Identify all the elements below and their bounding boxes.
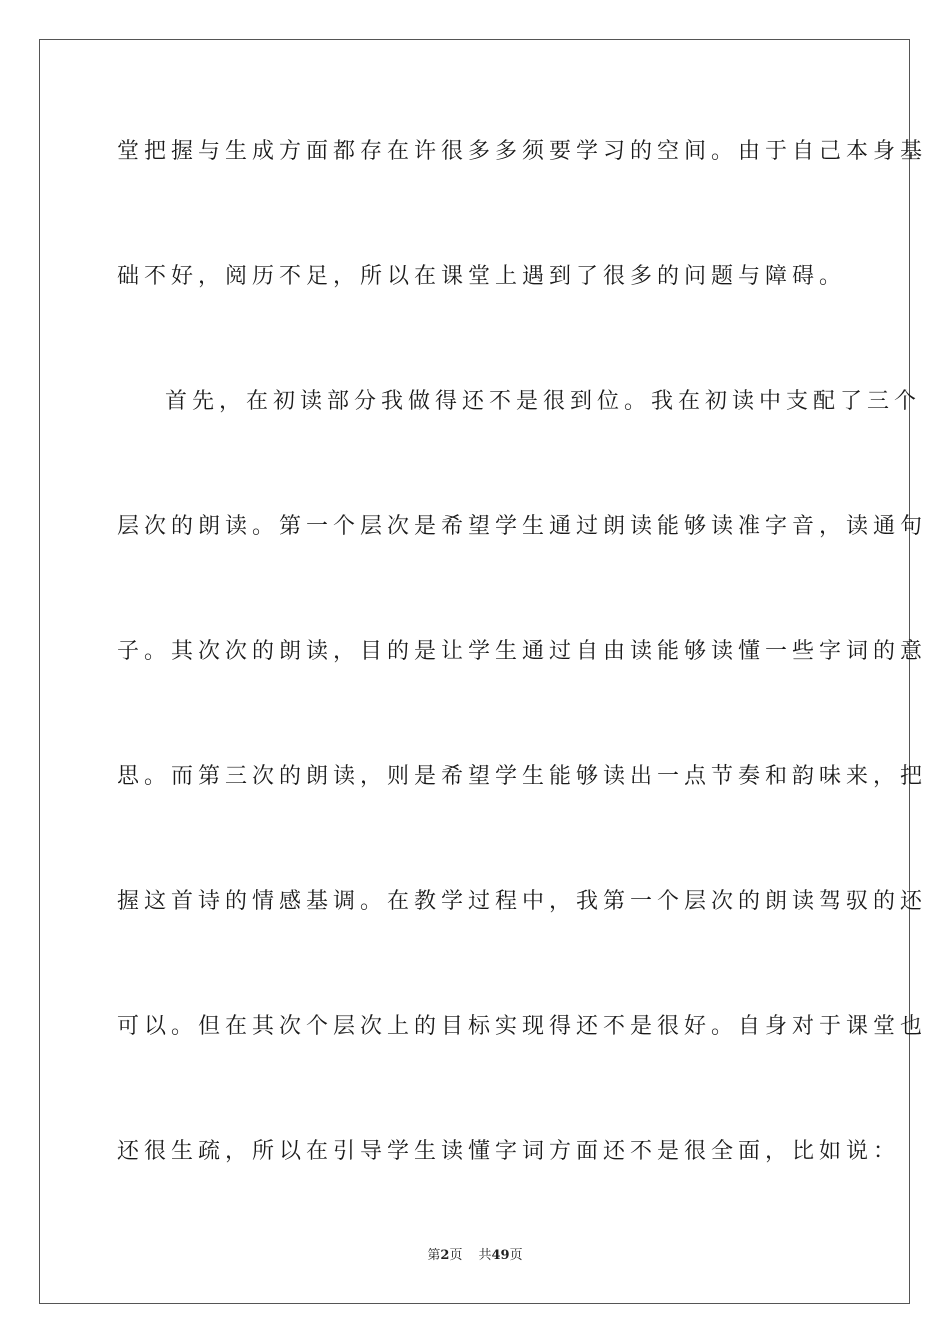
page-suffix: 页: [449, 1248, 463, 1263]
total-prefix: 共: [478, 1248, 492, 1263]
text-line: 可以。但在其次个层次上的目标实现得还不是很好。自身对于课堂也: [117, 1014, 928, 1039]
page-number-label: [427, 1248, 462, 1263]
page-footer: [0, 1247, 950, 1265]
text-line: 层次的朗读。第一个层次是希望学生通过朗读能够读准字音，读通句: [117, 514, 928, 539]
total-pages: 49: [491, 1248, 510, 1263]
page-prefix: 第: [427, 1248, 441, 1263]
text-line: 还很生疏，所以在引导学生读懂字词方面还不是很全面，比如说：: [117, 1139, 901, 1164]
text-line: 堂把握与生成方面都存在许很多多须要学习的空间。由于自己本身基: [117, 139, 928, 164]
page-number: 2: [440, 1248, 450, 1263]
text-line: 握这首诗的情感基调。在教学过程中，我第一个层次的朗读驾驭的还: [117, 889, 928, 914]
total-suffix: 页: [509, 1248, 523, 1263]
paragraph-first-line: 首先，在初读部分我做得还不是很到位。我在初读中支配了三个: [165, 389, 922, 414]
text-line: 思。而第三次的朗读，则是希望学生能够读出一点节奏和韵味来，把: [117, 764, 928, 789]
text-line: 子。其次次的朗读，目的是让学生通过自由读能够读懂一些字词的意: [117, 639, 928, 664]
total-pages-label: [478, 1248, 522, 1263]
page-border: [39, 39, 928, 1304]
text-line: 础不好，阅历不足，所以在课堂上遇到了很多的问题与障碍。: [117, 264, 847, 289]
